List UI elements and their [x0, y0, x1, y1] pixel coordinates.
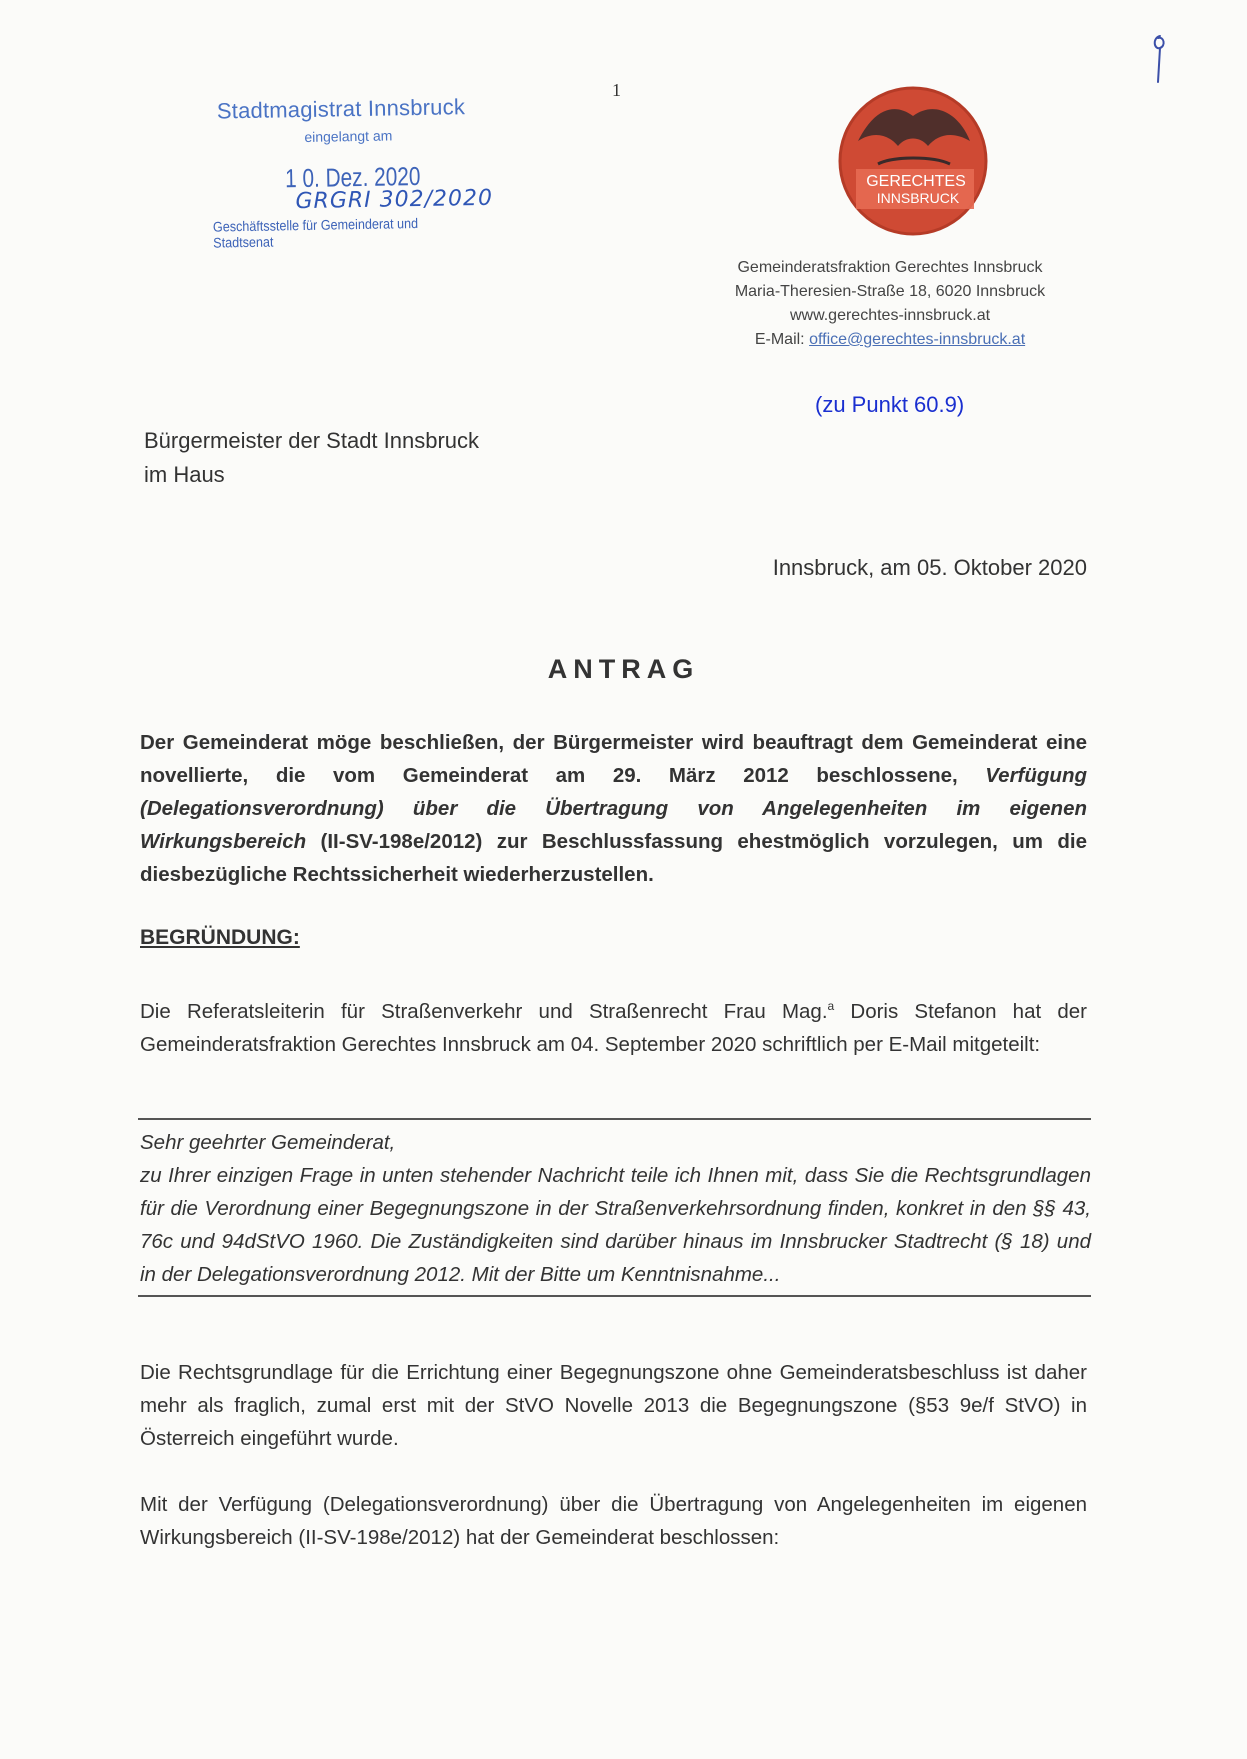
- para1-before: Die Referatsleiterin für Straßenverkehr und Straßenrecht Frau Mag.: [140, 999, 828, 1023]
- motion-part-1: Der Gemeinderat möge beschließen, der Bürgermeister wird beauftragt dem Gemeinderat eine novellierte, die vom Gemeinderat am 29. März 2012 beschlossene,: [140, 731, 1087, 787]
- paragraph-3: Mit der Verfügung (Delegationsverordnung) über die Übertragung von Angelegenheiten im eigenen Wirkungsbereich (II-SV-198e/2012) hat der Gemeinderat beschlossen:: [140, 1493, 1087, 1549]
- stamp-title: Stadtmagistrat Innsbruck: [216, 94, 466, 124]
- email-link[interactable]: office@gerechtes-innsbruck.at: [809, 331, 1026, 348]
- sender-line-2: Maria-Theresien-Straße 18, 6020 Innsbruck: [734, 283, 1046, 300]
- page-number: 1: [612, 80, 621, 100]
- paragraph-2: Die Rechtsgrundlage für die Errichtung einer Begegnungszone ohne Gemeinderatsbeschluss ist daher mehr als fraglich, zumal erst mit der StVO Novelle 2013 die Begegnungszone (§53 9e/f StVO) in Österreich eingeführt wurde.: [140, 1361, 1087, 1450]
- sender-email-line: [690, 328, 1090, 352]
- addressee-line-1: Bürgermeister der Stadt Innsbruck: [144, 428, 480, 453]
- quote-salutation: Sehr geehrter Gemeinderat,: [140, 1131, 396, 1154]
- reason-heading: BEGRÜNDUNG:: [140, 926, 300, 949]
- motion-italic: Verfügung (Delegationsverordnung) über die Übertragung von Angelegenheiten im eigenen Wirkungsbereich: [140, 764, 1087, 853]
- dateline: Innsbruck, am 05. Oktober 2020: [772, 555, 1087, 580]
- sender-line-1: Gemeinderatsfraktion Gerechtes Innsbruck: [737, 259, 1043, 276]
- agenda-annotation: (zu Punkt 60.9): [815, 392, 965, 417]
- document-heading: ANTRAG: [547, 654, 700, 684]
- motion-text: [140, 726, 1087, 891]
- receipt-stamp: [209, 89, 512, 254]
- stamp-handwritten-ref: GRGRI 302/2020: [295, 185, 494, 215]
- sender-address: [690, 256, 1090, 352]
- stamp-subtitle: eingelangt am: [304, 127, 393, 145]
- svg-text:INNSBRUCK: INNSBRUCK: [876, 190, 960, 206]
- stamp-date: 1 0. Dez. 2020: [284, 160, 421, 194]
- handwritten-mark: [1148, 32, 1172, 88]
- gerechtes-innsbruck-logo: [838, 86, 988, 236]
- email-label: E-Mail:: [754, 331, 810, 348]
- quote-text: zu Ihrer einzigen Frage in unten stehender Nachricht teile ich Ihnen mit, dass Sie die Rechtsgrundlagen für die Verordnung einer Begegnungszone in der Straßenverkehrsordnung finden, konkret in den §§ 43, 76c und 94dStVO 1960. Die Zuständigkeiten sind darüber hinaus im Innsbrucker Stadtrecht (§ 18) und in der Delegationsverordnung 2012. Mit der Bitte um Kenntnisnahme...: [140, 1164, 1091, 1286]
- svg-text:GERECHTES: GERECHTES: [866, 173, 966, 190]
- para1-sup: a: [827, 999, 835, 1013]
- stamp-office: Geschäftsstelle für Gemeinderat und Stadtsenat: [212, 214, 419, 251]
- paragraph-1: [140, 990, 1087, 1061]
- email-quote: [138, 1118, 1091, 1297]
- motion-part-2: (II-SV-198e/2012) zur Beschlussfassung ehestmöglich vorzulegen, um die diesbezügliche Rechtssicherheit wiederherzustellen.: [140, 830, 1087, 886]
- addressee-line-2: im Haus: [144, 462, 225, 487]
- sender-website[interactable]: www.gerechtes-innsbruck.at: [789, 307, 991, 324]
- para1-after: Doris Stefanon hat der Gemeinderatsfraktion Gerechtes Innsbruck am 04. September 2020 schriftlich per E-Mail mitgeteilt:: [140, 999, 1087, 1056]
- addressee: [144, 424, 479, 492]
